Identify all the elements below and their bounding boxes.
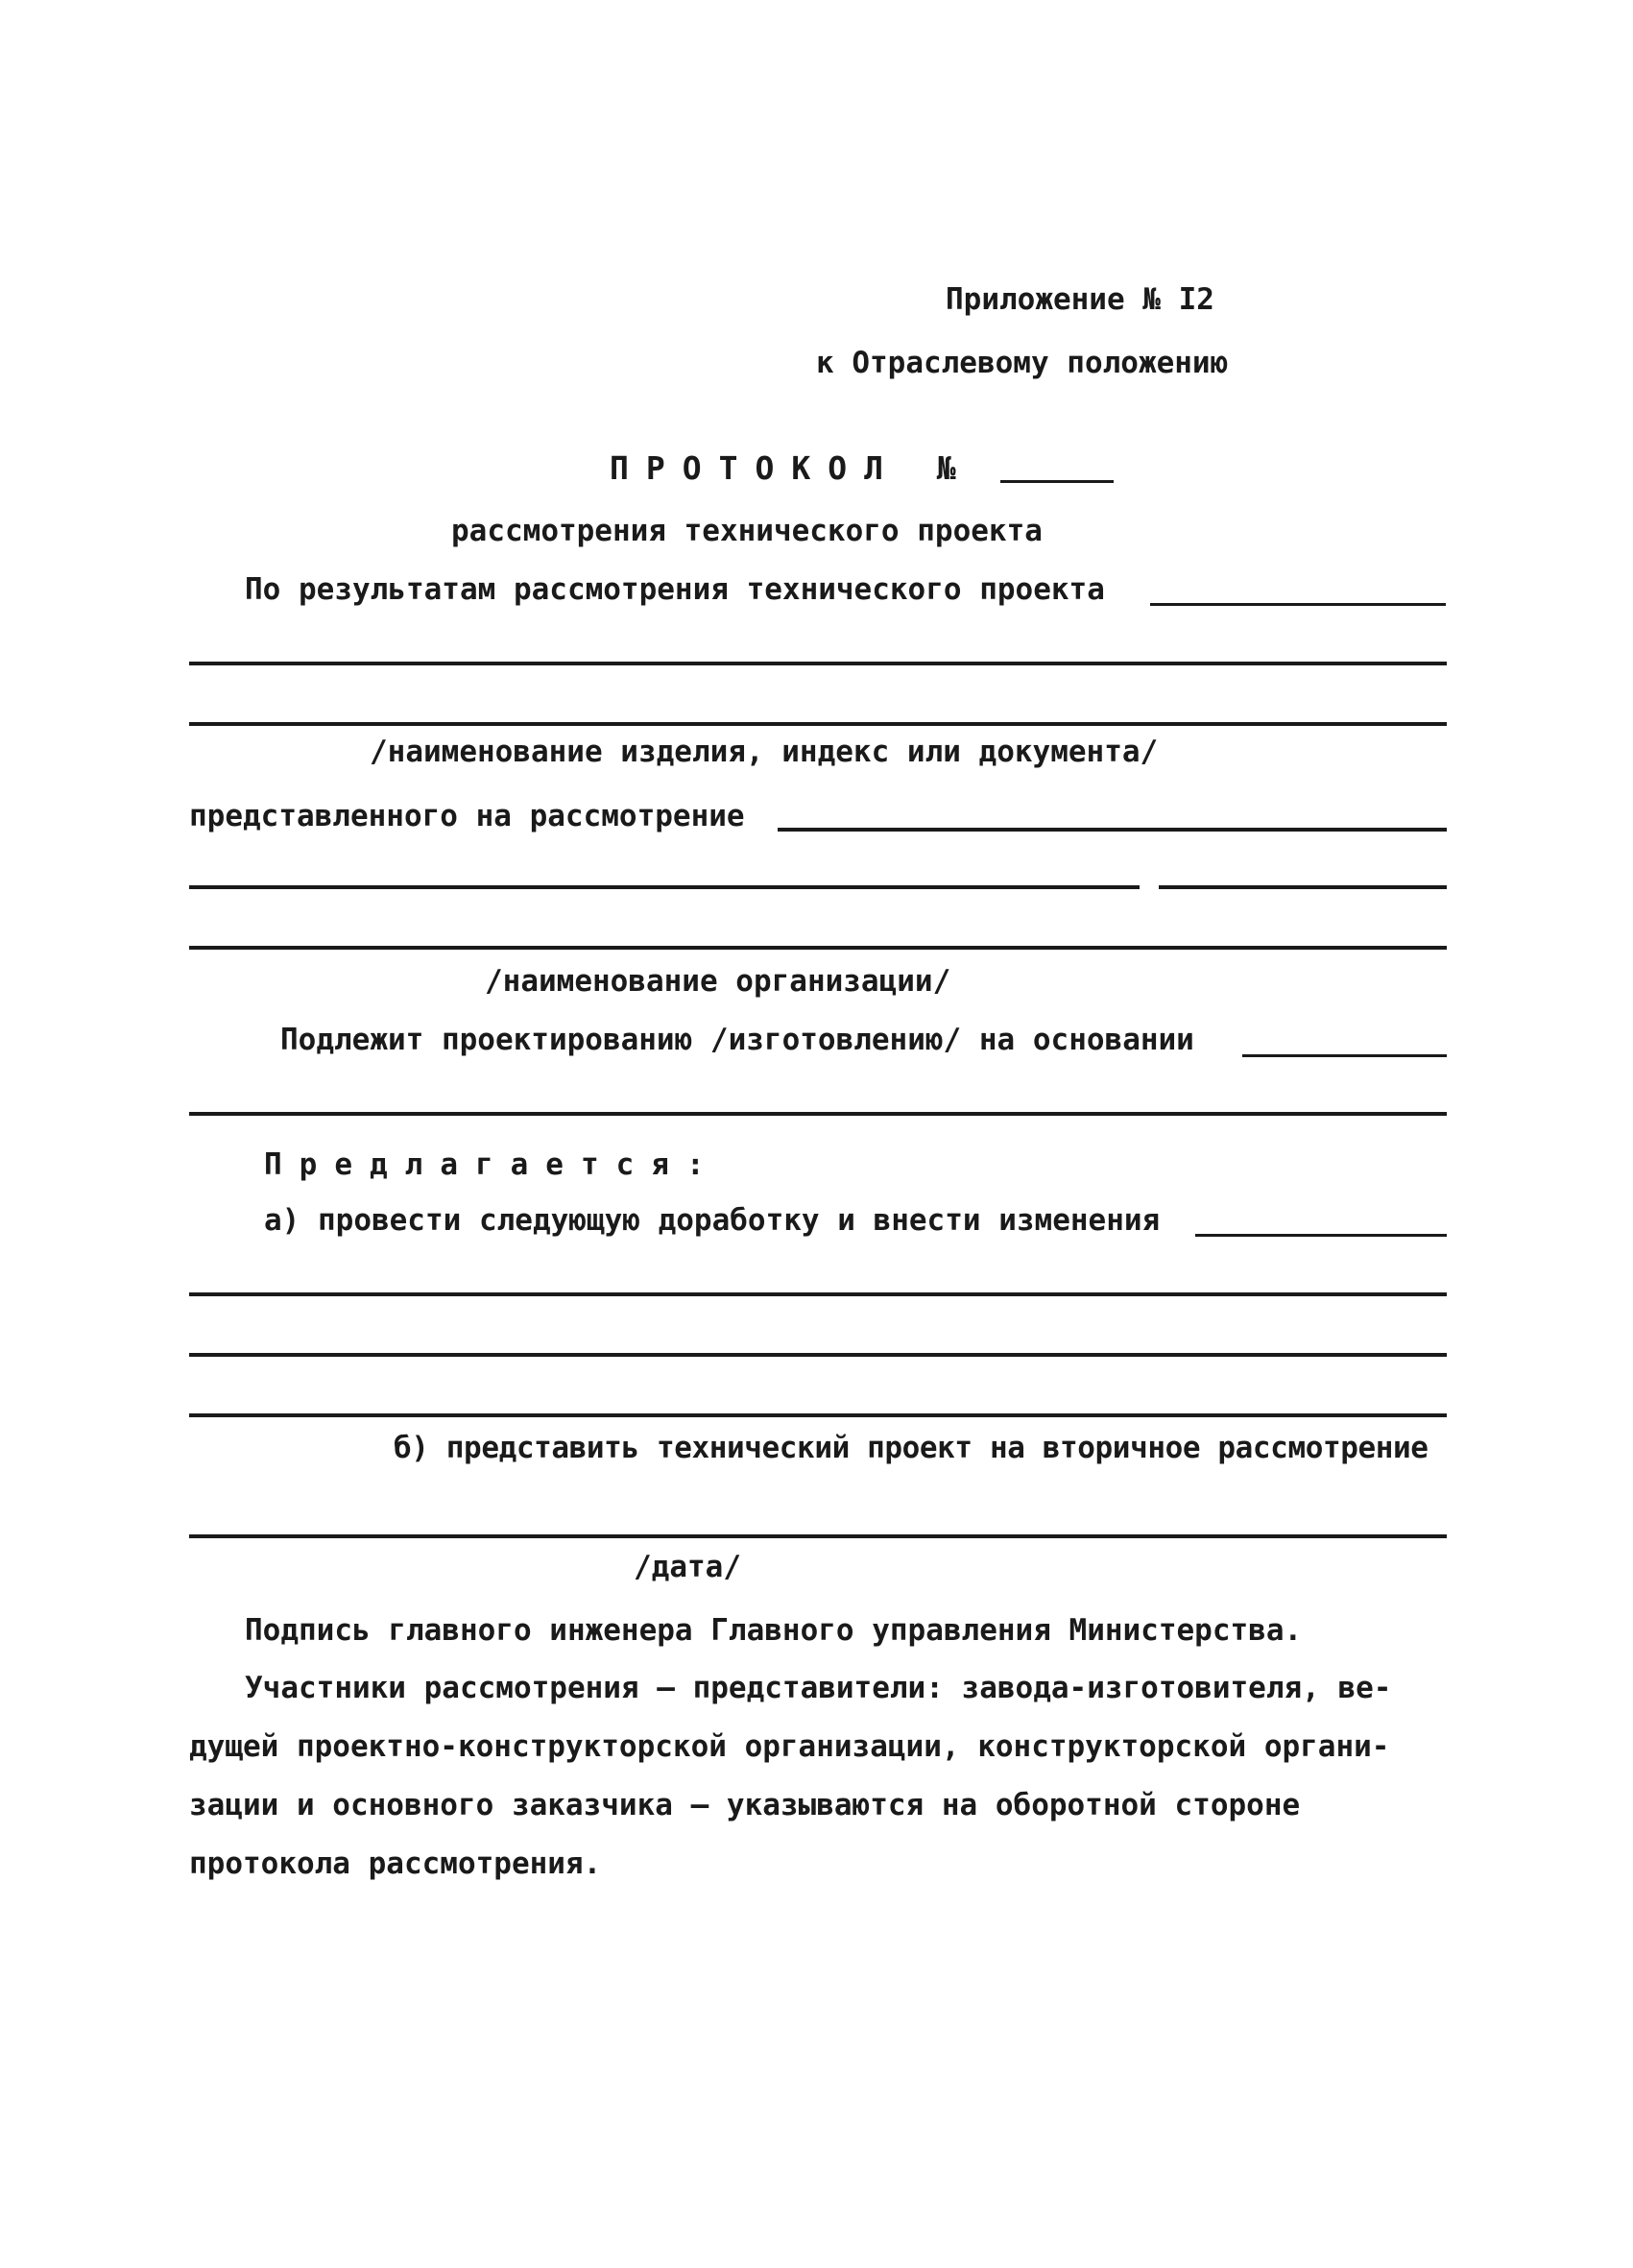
item-a-text: а) провести следующую доработку и внести изменения [264,1203,1161,1238]
results-text: По результатам рассмотрения технического проекта [245,572,1105,607]
changes-line-4[interactable] [189,1413,1447,1417]
changes-line-3[interactable] [189,1353,1447,1357]
presented-text: представленного на рассмотрение [189,799,745,833]
proposed-heading: Предлагается: [264,1147,722,1182]
basis-blank[interactable] [1242,1054,1447,1057]
signature-note: Подпись главного инженера Главного управления Министерства. [245,1613,1303,1648]
protocol-number-blank[interactable] [1000,480,1114,483]
presented-org-line-2a[interactable] [189,885,1140,889]
presented-org-line-2b[interactable] [1159,885,1447,889]
date-line[interactable] [189,1534,1447,1538]
protocol-title: ПРОТОКОЛ № [610,449,973,487]
participants-line-2: дущей проектно-конструкторской организации, конструкторской органи- [189,1729,1390,1764]
appendix-number: Приложение № I2 [946,282,1214,317]
changes-line-2[interactable] [189,1292,1447,1296]
changes-blank[interactable] [1195,1234,1447,1237]
presented-org-blank[interactable] [778,828,1447,832]
participants-line-3: зации и основного заказчика – указываются на оборотной стороне [189,1788,1301,1822]
project-name-blank[interactable] [1150,603,1446,606]
organization-caption: /наименование организации/ [485,964,951,999]
project-name-line-3[interactable] [189,722,1447,726]
presented-org-line-3[interactable] [189,946,1447,950]
protocol-subtitle: рассмотрения технического проекта [451,514,1043,548]
project-name-line-2[interactable] [189,662,1447,665]
item-caption: /наименование изделия, индекс или документа/ [370,735,1159,769]
participants-line-1: Участники рассмотрения – представители: завода-изготовителя, ве- [245,1671,1392,1705]
subject-text: Подлежит проектированию /изготовлению/ на основании [280,1023,1194,1057]
item-b-text: б) представить технический проект на вторичное рассмотрение [394,1431,1429,1465]
basis-line-2[interactable] [189,1112,1447,1116]
date-caption: /дата/ [634,1550,741,1584]
participants-line-4: протокола рассмотрения. [189,1846,602,1881]
appendix-reference: к Отраслевому положению [816,346,1229,380]
